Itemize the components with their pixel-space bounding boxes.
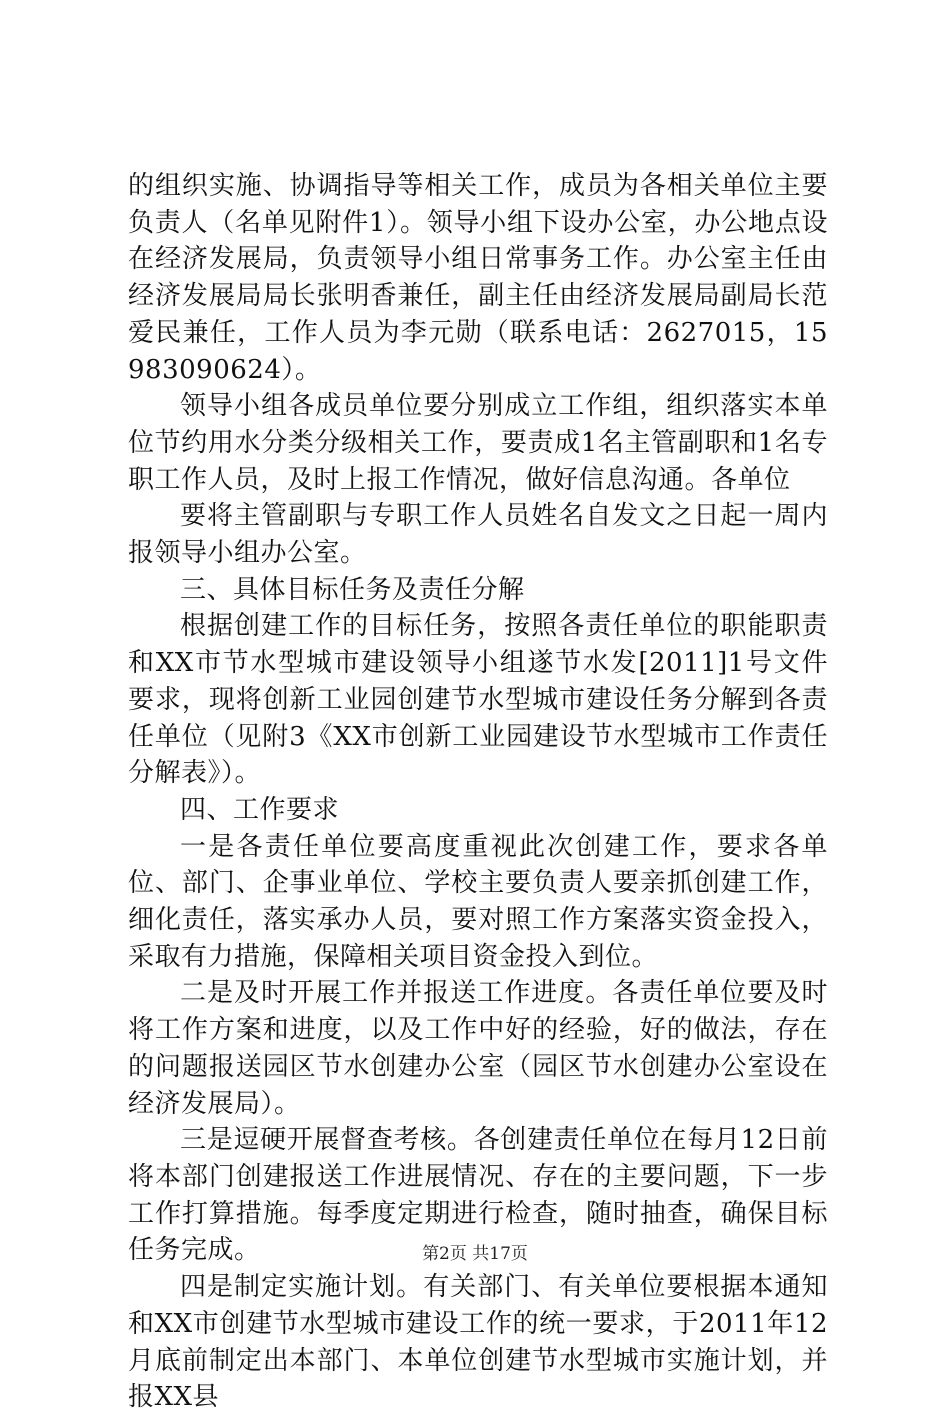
section-heading-3: 三、具体目标任务及责任分解 [180,574,525,605]
paragraph-3: 要将主管副职与专职工作人员姓名自发文之日起一周内报领导小组办公室。 [128,501,828,569]
page-footer [0,1243,950,1265]
paragraph-7: 三是逗硬开展督查考核。各创建责任单位在每月12日前将本部门创建报送工作进展情况、存在的主要问题，下一步工作打算措施。每季度定期进行检查，随时抽查，确保目标任务完成。 [128,1125,828,1266]
paragraph-2: 领导小组各成员单位要分别成立工作组，组织落实本单位节约用水分类分级相关工作，要责成1名主管副职和1名专职工作人员，及时上报工作情况，做好信息沟通。各单位 [128,391,828,495]
paragraph-5: 一是各责任单位要高度重视此次创建工作，要求各单位、部门、企事业单位、学校主要负责人要亲抓创建工作，细化责任，落实承办人员，要对照工作方案落实资金投入，采取有力措施，保障相关项目资金投入到位。 [128,831,828,972]
paragraph-8: 四是制定实施计划。有关部门、有关单位要根据本通知和XX市创建节水型城市建设工作的统一要求，于2011年12月底前制定出本部门、本单位创建节水型城市实施计划，并报XX县 [128,1272,828,1413]
page-number-label: 第2页 共17页 [422,1244,528,1264]
paragraph-4: 根据创建工作的目标任务，按照各责任单位的职能职责和XX市节水型城市建设领导小组遂节水发[2011]1号文件要求，现将创新工业园创建节水型城市建设任务分解到各责任单位（见附3《XX市创新工业园建设节水型城市工作责任分解表》）。 [128,611,828,789]
paragraph-1: 的组织实施、协调指导等相关工作，成员为各相关单位主要负责人（名单见附件1）。领导小组下设办公室，办公地点设在经济发展局，负责领导小组日常事务工作。办公室主任由经济发展局局长张明香兼任，副主任由经济发展局副局长范爱民兼任，工作人员为李元勋（联系电话：2627015，15983090624）。 [128,171,828,385]
document-body [128,168,828,1416]
paragraph-6: 二是及时开展工作并报送工作进度。各责任单位要及时将工作方案和进度，以及工作中好的经验，好的做法，存在的问题报送园区节水创建办公室（园区节水创建办公室设在经济发展局）。 [128,978,828,1119]
section-heading-4: 四、工作要求 [180,794,340,825]
